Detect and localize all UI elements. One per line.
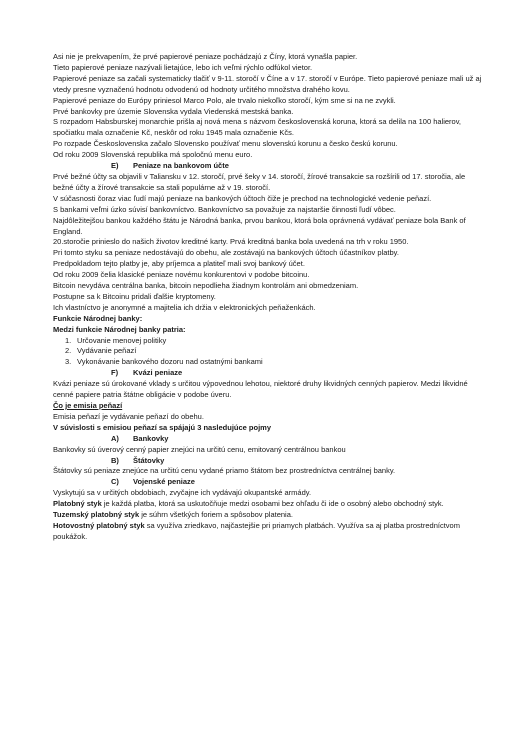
paragraph: Najdôležitejšou bankou každého štátu je Národná banka, prvou bankou, ktorá bola oprávnená vydávať peniaze bola Bank of England.	[53, 215, 466, 236]
paragraph: 20.storočie prinieslo do našich životov kreditné karty. Prvá kreditná banka bola uvedená na trh v roku 1950.	[53, 237, 409, 247]
payment-text: sa využíva zriedkavo, najčastejšie pri priamych platbách. Využíva sa aj platba prostredníctvom poukážok.	[53, 520, 460, 541]
term-title: Vojenské peniaze	[133, 477, 195, 487]
list-item	[53, 336, 487, 347]
paragraph: Po rozpade Československa začalo Slovensko používať menu slovenskú korunu a česko českú korunu.	[53, 139, 398, 149]
paragraph: Ich vlastníctvo je anonymné a majitelia ich držia v elektronických peňaženkách.	[53, 302, 316, 312]
paragraph: Štátovky sú peniaze znejúce na určitú cenu vydané priamo štátom bez prostredníctva centrálnej banky.	[53, 466, 396, 476]
functions-subheading: Medzi funkcie Národnej banky patria:	[53, 324, 186, 334]
term-title: Štátovky	[133, 455, 165, 465]
term-label: C)	[111, 477, 119, 487]
paragraph: Pri tomto styku sa peniaze nedostávajú do obehu, ale zostávajú na bankových účtoch účastníkov platby.	[53, 248, 399, 258]
payment-paragraph	[53, 510, 487, 521]
paragraph: Emisia peňazí je vydávanie peňazí do obehu.	[53, 411, 204, 421]
list-text: Vydávanie peňazí	[77, 346, 137, 356]
intro-block	[53, 52, 487, 161]
paragraph: Od roku 2009 Slovenská republika má spoločnú menu euro.	[53, 150, 253, 160]
paragraph: Prvé bankovky pre územie Slovenska vydala Viedenská mestská banka.	[53, 106, 294, 116]
list-number: 2.	[65, 346, 72, 356]
paragraph: Postupne sa k Bitcoinu pridali ďalšie kryptomeny.	[53, 291, 216, 301]
paragraph: V súčasnosti čoraz viac ľudí majú peniaze na bankových účtoch čiže je prechod na technologické vedenie peňazí.	[53, 193, 432, 203]
functions-list	[53, 336, 487, 369]
term-heading-b	[53, 456, 487, 467]
section-label: E)	[111, 161, 119, 171]
section-heading-f	[53, 368, 487, 379]
term-heading-c	[53, 477, 487, 488]
list-item	[53, 346, 487, 357]
paragraph: Predpokladom tejto platby je, aby príjemca a platiteľ mali svoj bankový účet.	[53, 259, 305, 269]
emission-heading: Čo je emisia peňazí	[53, 401, 123, 410]
paragraph: S rozpadom Habsburskej monarchie prišla aj nová mena s názvom československá koruna, ktorá sa delila na 100 halierov, spočiatku mala označenie Kč, neskôr od roku 1945 mala označenie Kčs.	[53, 117, 461, 138]
paragraph: Bitcoin nevydáva centrálna banka, bitcoin nepodlieha žiadnym kontrolám ani obmedzeniam.	[53, 281, 359, 291]
payment-term: Platobný styk	[53, 499, 102, 509]
paragraph: S bankami veľmi úzko súvisí bankovníctvo. Bankovníctvo sa považuje za najstaršie činnosti ľudí vôbec.	[53, 204, 396, 214]
term-label: B)	[111, 455, 119, 465]
list-number: 1.	[65, 335, 72, 345]
paragraph: Papierové peniaze do Európy priniesol Marco Polo, ale trvalo niekoľko storočí, kým sme si na ne zvykli.	[53, 95, 396, 105]
list-text: Určovanie menovej politiky	[77, 335, 167, 345]
list-number: 3.	[65, 357, 72, 367]
section-title: Peniaze na bankovom účte	[133, 161, 229, 171]
paragraph: Asi nie je prekvapením, že prvé papierové peniaze pochádzajú z Číny, ktorá vynašla papier.	[53, 52, 358, 61]
payment-term: Hotovostný platobný styk	[53, 520, 145, 530]
paragraph: Prvé bežné účty sa objavili v Taliansku v 12. storočí, prvé šeky v 14. storočí, žírové transakcie sa rozšírili od 17. storočia, ale bežné účty a žírové transakcie sa stali populárne až v 19. storočí.	[53, 171, 466, 192]
term-title: Bankovky	[133, 433, 169, 443]
section-heading-e	[53, 161, 487, 172]
paragraph: Tieto papierové peniaze nazývali lietajúce, lebo ich veľmi rýchlo odfúkol vietor.	[53, 62, 313, 72]
emission-intro: V súvislosti s emisiou peňazí sa spájajú 3 nasledujúce pojmy	[53, 422, 271, 432]
payment-paragraph	[53, 521, 487, 543]
section-title: Kvázi peniaze	[133, 368, 183, 378]
list-text: Vykonávanie bankového dozoru nad ostatnými bankami	[77, 357, 263, 367]
paragraph: Vyskytujú sa v určitých obdobiach, zvyčajne ich vydávajú okupantské armády.	[53, 488, 312, 498]
term-heading-a	[53, 434, 487, 445]
list-item	[53, 357, 487, 368]
functions-heading: Funkcie Národnej banky:	[53, 313, 143, 323]
paragraph: Od roku 2009 čelia klasické peniaze novému konkurentovi v podobe bitcoinu.	[53, 270, 310, 280]
payment-text: je každá platba, ktorá sa uskutočňuje medzi osobami bez ohľadu či ide o osobný alebo obchodný styk.	[101, 499, 444, 509]
payment-paragraph	[53, 499, 487, 510]
paragraph: Papierové peniaze sa začali systematicky tlačiť v 9-11. storočí v Číne a v 17. storočí v Európe. Tieto papierové peniaze mali už aj vtedy presne vyznačenú hodnotu odvodenú od hodnoty určitého množstva drahého kovu.	[53, 73, 482, 94]
section-e-body	[53, 172, 487, 314]
payment-text: je súhrn všetkých foriem a spôsobov platenia.	[139, 510, 293, 520]
section-label: F)	[111, 368, 119, 378]
paragraph: Kvázi peniaze sú úrokované vklady s určitou výpovednou lehotou, niektoré druhy likvidných cenných papierov. Medzi likvidné cenné papiere patria štátne obligácie v podobe úveru.	[53, 379, 468, 400]
payment-term: Tuzemský platobný styk	[53, 510, 140, 520]
paragraph: Bankovky sú úverový cenný papier znejúci na určitú cenu, emitovaný centrálnou bankou	[53, 444, 346, 454]
term-label: A)	[111, 433, 119, 443]
